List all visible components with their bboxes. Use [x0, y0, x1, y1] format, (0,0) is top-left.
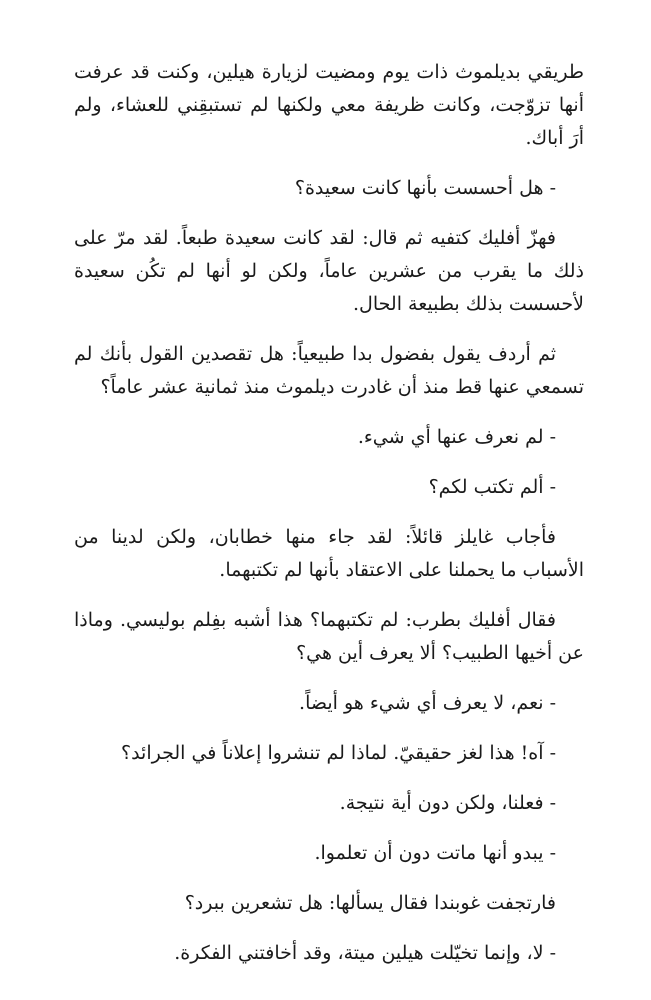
- paragraph-2: فهزّ أفليك كتفيه ثم قال: لقد كانت سعيدة طبعاً. لقد مرّ على ذلك ما يقرب من عشرين عاماً، ولكن لو أنها لم تكُن سعيدة لأحسست بذلك بطبيعة الحال.: [74, 227, 584, 315]
- dialogue-line-6: - فعلنا، ولكن دون أية نتيجة.: [339, 792, 556, 814]
- paragraph-4: فأجاب غايلز قائلاً: لقد جاء منها خطابان، ولكن لدينا من الأسباب ما يحملنا على الاعتقاد بأنها لم تكتبهما.: [74, 526, 584, 581]
- paragraph-6: فارتجفت غوبندا فقال يسألها: هل تشعرين ببرد؟: [184, 892, 556, 914]
- dialogue-line-1: - هل أحسست بأنها كانت سعيدة؟: [294, 177, 556, 199]
- paragraph-5: فقال أفليك بطرب: لم تكتبهما؟ هذا أشبه بفِلم بوليسي. وماذا عن أخيها الطبيب؟ ألا يعرف أين هي؟: [74, 609, 584, 664]
- book-page: [74, 56, 584, 987]
- dialogue-line-2: - لم نعرف عنها أي شيء.: [357, 426, 556, 448]
- paragraph-3: ثم أردف يقول بفضول بدا طبيعياً: هل تقصدين القول بأنك لم تسمعي عنها قط منذ أن غادرت ديلموث منذ ثمانية عشر عاماً؟: [74, 343, 584, 398]
- dialogue-line-5: - آه! هذا لغز حقيقيّ. لماذا لم تنشروا إعلاناً في الجرائد؟: [120, 742, 556, 764]
- paragraph-1: طريقي بديلموث ذات يوم ومضيت لزيارة هيلين، وكنت قد عرفت أنها تزوّجت، وكانت ظريفة معي ولكنها لم تستبقِني للعشاء، ولم أرَ أباك.: [74, 61, 584, 149]
- dialogue-line-4: - نعم، لا يعرف أي شيء هو أيضاً.: [299, 692, 556, 714]
- dialogue-line-7: - يبدو أنها ماتت دون أن تعلموا.: [314, 842, 556, 864]
- dialogue-line-3: - ألم تكتب لكم؟: [428, 476, 556, 498]
- dialogue-line-8: - لا، وإنما تخيّلت هيلين ميتة، وقد أخافتني الفكرة.: [174, 942, 556, 964]
